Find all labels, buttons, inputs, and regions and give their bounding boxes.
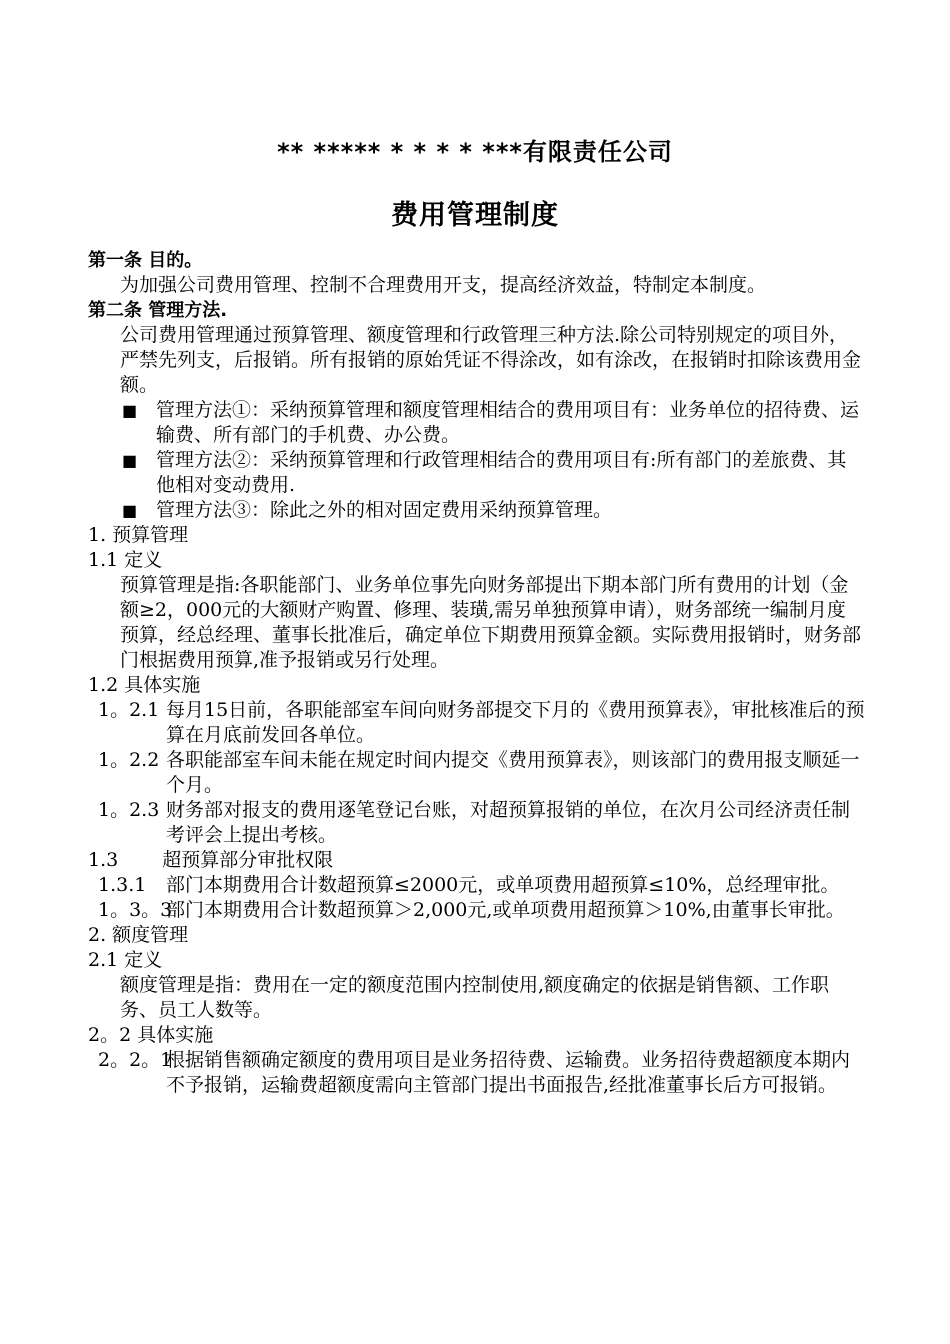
section-number: 1.3 (88, 849, 119, 871)
article-2-heading: 第二条 管理方法. (88, 300, 228, 321)
company-title: ** ***** * * * * ***有限责任公司 (277, 138, 673, 166)
list-item (98, 748, 866, 798)
bullet-text: 管理方法②：采纳预算管理和行政管理相结合的费用项目有:所有部门的差旅费、其他相对变动费用. (156, 449, 847, 496)
item-text: 根据销售额确定额度的费用项目是业务招待费、运输费。业务招待费超额度本期内不予报销，运输费超额度需向主管部门提出书面报告,经批准董事长后方可报销。 (166, 1049, 851, 1096)
bullet-item (122, 498, 864, 523)
section-1-1-text: 预算管理是指:各职能部门、业务单位事先向财务部提出下期本部门所有费用的计划（金额≥2，000元的大额财产购置、修理、装璜,需另单独预算申请），财务部统一编制月度预算，经总经理、董事长批准后，确定单位下期费用预算金额。实际费用报销时，财务部门根据费用预算,准予报销或另行处理。 (120, 574, 862, 671)
item-text: 部门本期费用合计数超预算≤2000元，或单项费用超预算≤10%，总经理审批。 (166, 874, 840, 896)
square-bullet-icon: ■ (122, 451, 138, 470)
bullet-text: 管理方法①：采纳预算管理和额度管理相结合的费用项目有：业务单位的招待费、运输费、所有部门的手机费、办公费。 (156, 399, 860, 446)
section-1-3-heading (88, 848, 868, 873)
item-text: 各职能部室车间未能在规定时间内提交《费用预算表》，则该部门的费用报支顺延一个月。 (166, 749, 860, 796)
item-number: 1。2.1 (98, 699, 160, 721)
list-item (98, 873, 866, 898)
item-text: 部门本期费用合计数超预算＞2,000元,或单项费用超预算＞10%,由董事长审批。 (166, 899, 845, 921)
document-body (88, 248, 868, 1098)
section-2-1-text: 额度管理是指：费用在一定的额度范围内控制使用,额度确定的依据是销售额、工作职务、员工人数等。 (120, 974, 830, 1021)
item-number: 1。3。3 (98, 899, 173, 921)
section-1-2-heading: 1.2 具体实施 (88, 674, 201, 696)
article-1-heading: 第一条 目的。 (88, 250, 203, 271)
list-item (98, 798, 866, 848)
section-2-1-heading: 2.1 定义 (88, 949, 163, 971)
list-item (98, 698, 866, 748)
section-2-2-heading: 2。2 具体实施 (88, 1024, 214, 1046)
section-1-heading: 1. 预算管理 (88, 524, 189, 546)
section-1-1-heading: 1.1 定义 (88, 549, 163, 571)
item-number: 1。2.2 (98, 749, 160, 771)
document-title: 费用管理制度 (391, 200, 559, 231)
item-number: 1.3.1 (98, 874, 147, 896)
list-item (98, 898, 866, 923)
item-text: 财务部对报支的费用逐笔登记台账，对超预算报销的单位，在次月公司经济责任制考评会上提出考核。 (166, 799, 851, 846)
item-text: 每月15日前，各职能部室车间向财务部提交下月的《费用预算表》，审批核准后的预算在月底前发回各单位。 (166, 699, 865, 746)
list-item (98, 1048, 866, 1098)
square-bullet-icon: ■ (122, 501, 138, 520)
bullet-item (122, 398, 864, 448)
section-title: 超预算部分审批权限 (162, 849, 334, 871)
item-number: 1。2.3 (98, 799, 160, 821)
article-1-text: 为加强公司费用管理、控制不合理费用开支，提高经济效益，特制定本制度。 (120, 274, 767, 296)
article-2-text: 公司费用管理通过预算管理、额度管理和行政管理三种方法.除公司特别规定的项目外，严禁先列支，后报销。所有报销的原始凭证不得涂改，如有涂改，在报销时扣除该费用金额。 (120, 324, 862, 396)
square-bullet-icon: ■ (122, 401, 138, 420)
section-2-heading: 2. 额度管理 (88, 924, 189, 946)
item-number: 2。2。1 (98, 1049, 173, 1071)
bullet-item (122, 448, 864, 498)
bullet-text: 管理方法③：除此之外的相对固定费用采纳预算管理。 (156, 499, 613, 521)
